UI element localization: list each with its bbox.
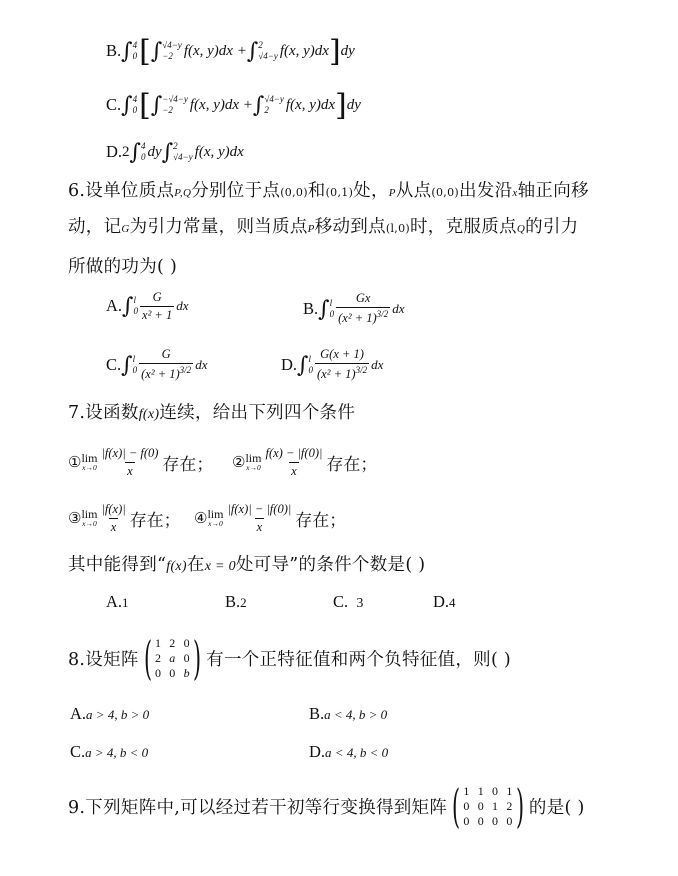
text: 存在； [162, 454, 214, 475]
numerator: G [161, 347, 171, 362]
text: 9.下列矩阵中,可以经过若干初等行变换得到矩阵 [68, 797, 448, 818]
condition-mark: ④ [194, 509, 208, 527]
text: 和 [307, 181, 326, 201]
lower-limit: 0 [132, 51, 138, 61]
upper-limit: 2 [173, 141, 178, 151]
matrix [459, 784, 516, 829]
fraction [139, 347, 193, 382]
condition-1 [68, 442, 213, 482]
math-expr: f(x) [138, 407, 160, 422]
denominator: x [110, 519, 117, 534]
option-value: a < 4, b < 0 [325, 745, 389, 760]
option-label: B. [106, 41, 122, 60]
matrix-cell: 0 [154, 665, 162, 680]
option-5B [106, 34, 355, 68]
upper-limit: √4−y [264, 94, 284, 104]
text: 8.设矩阵 [68, 649, 139, 670]
matrix-cell: 0 [463, 798, 470, 813]
differential: dx [392, 301, 405, 316]
option-label: D. [106, 142, 123, 161]
integrand: f(x, y)dx + [189, 96, 253, 113]
matrix-paren-left: ( [452, 779, 461, 833]
matrix-cell: 0 [183, 635, 190, 650]
matrix-cell: 0 [477, 813, 485, 828]
text: 的是( ) [528, 797, 585, 818]
integral-sign: ∫ [297, 352, 309, 378]
fraction [225, 502, 293, 535]
q6-line2 [68, 214, 578, 242]
integral-sign: ∫ [150, 38, 163, 64]
condition-mark: ② [232, 453, 246, 471]
limit-sub: x→0 [208, 518, 223, 528]
upper-limit: l [133, 295, 137, 305]
option-label: D. [433, 592, 450, 611]
upper-limit: 4 [132, 94, 138, 104]
option-8A [70, 704, 149, 724]
text: 存在； [295, 510, 347, 531]
lower-limit: −2 [162, 105, 173, 115]
point: (0,0) [280, 186, 308, 199]
integral-sign: ∫ [161, 139, 174, 165]
coefficient: 2 [122, 143, 130, 160]
numerator: |f(x)| [101, 501, 126, 516]
condition-2 [232, 442, 377, 482]
option-label: A. [106, 592, 123, 611]
text: 7.设函数 [68, 403, 139, 423]
fraction [263, 446, 324, 479]
option-7D [433, 592, 456, 612]
point: (0,1) [325, 186, 354, 199]
matrix-cell: 0 [492, 813, 499, 828]
matrix-cell: b [183, 665, 190, 680]
text: 出发沿 [459, 181, 513, 201]
upper-limit: −√4−y [162, 94, 188, 104]
differential: dx [176, 298, 189, 313]
text: 分别位于点 [191, 181, 281, 201]
denominator: x [291, 463, 297, 478]
option-7B [225, 592, 247, 612]
text: 处可导”的条件个数是( ) [235, 555, 426, 575]
text: 存在； [326, 454, 378, 475]
option-label: B. [225, 592, 241, 611]
matrix-paren-left: ( [143, 631, 152, 685]
option-label: B. [309, 704, 325, 723]
matrix-cell: 0 [477, 798, 485, 813]
fraction [140, 290, 174, 323]
integrand: f(x, y)dx + [183, 42, 247, 59]
option-6D [281, 342, 383, 388]
lower-limit: 0 [308, 365, 314, 375]
option-8C [70, 742, 148, 762]
option-value: 1 [122, 595, 129, 610]
integral-sign: ∫ [121, 92, 133, 118]
limit [81, 450, 98, 472]
point: (l,0) [385, 222, 410, 235]
bracket-left: [ [139, 87, 151, 123]
option-value: 2 [240, 595, 247, 610]
lower-limit: 0 [132, 105, 138, 115]
integral-sign: ∫ [122, 293, 134, 319]
q9-title [68, 778, 585, 834]
condition-mark: ① [68, 453, 82, 471]
option-7C [333, 592, 363, 612]
text: 有一个正特征值和两个负特征值，则( ) [206, 649, 512, 670]
integral-sign: ∫ [129, 139, 142, 165]
option-label: C. [333, 592, 349, 611]
limit-op: lim [245, 450, 262, 465]
lower-limit: √4−y [258, 51, 278, 61]
matrix-cell: a [169, 650, 176, 665]
upper-limit: 4 [132, 40, 138, 50]
matrix-paren-right: ) [192, 631, 202, 685]
matrix-cell: 2 [506, 798, 513, 813]
lower-limit: −2 [162, 51, 173, 61]
denominator [315, 363, 369, 382]
bracket-right: ] [328, 33, 341, 69]
text: 从点 [395, 181, 432, 201]
matrix-cell: 0 [183, 650, 190, 665]
math-var: P [388, 187, 396, 199]
option-value: 4 [449, 595, 456, 610]
text: 动，记 [68, 217, 122, 237]
math-var: x [512, 187, 518, 199]
text: 其中能得到“ [68, 555, 167, 575]
integral-sign: ∫ [150, 92, 163, 118]
matrix-cell: 0 [169, 665, 176, 680]
option-8B [309, 704, 387, 724]
text: 所做的功为( ) [68, 257, 178, 277]
text: 存在； [129, 510, 181, 531]
matrix-paren-right: ) [515, 779, 524, 833]
differential: dy [147, 143, 162, 160]
exponent: 3/2 [376, 309, 389, 320]
upper-limit: l [132, 354, 136, 364]
math-var: P [307, 223, 315, 235]
math-expr: f(x) [166, 559, 187, 574]
text: 时，克服质点 [410, 217, 517, 237]
integral-sign: ∫ [318, 296, 330, 322]
option-value: a > 4, b > 0 [86, 707, 150, 722]
option-value: 3 [356, 596, 364, 611]
matrix-cell: 1 [477, 783, 485, 798]
text: 处， [353, 181, 389, 201]
option-label: C. [106, 355, 122, 374]
upper-limit: 4 [141, 141, 146, 151]
limit-op: lim [81, 450, 98, 465]
denominator [139, 363, 193, 382]
integrand: f(x, y)dx [279, 42, 329, 59]
option-5C [106, 88, 361, 122]
matrix-cell: 0 [506, 813, 513, 828]
option-label: C. [106, 95, 122, 114]
limit-sub: x→0 [82, 462, 97, 472]
exponent: 3/2 [355, 365, 368, 376]
numerator: f(x) − |f(0)| [265, 445, 323, 460]
upper-limit: l [329, 298, 333, 308]
option-6A [106, 286, 189, 326]
option-value: a < 4, b > 0 [324, 707, 388, 722]
option-label: B. [303, 299, 319, 318]
differential: dy [340, 42, 355, 59]
numerator: G [152, 289, 162, 304]
math-expr: x = 0 [204, 559, 236, 574]
fraction [99, 502, 127, 535]
lower-limit: 0 [133, 306, 139, 316]
differential: dy [346, 96, 361, 113]
denominator [336, 307, 390, 326]
denominator: x [256, 519, 263, 534]
condition-4 [194, 498, 346, 538]
fraction [99, 446, 160, 479]
matrix-cell: 2 [169, 635, 176, 650]
matrix [151, 636, 194, 681]
exponent: 3/2 [179, 365, 192, 376]
lower-limit: 0 [132, 365, 138, 375]
integral-sign: ∫ [252, 92, 265, 118]
integral-sign: ∫ [246, 38, 259, 64]
lower-limit: √4−y [173, 152, 193, 162]
numerator: |f(x)| − f(0) [101, 445, 159, 460]
option-7A [106, 592, 129, 612]
denominator: x² + 1 [142, 307, 173, 322]
lower-limit: 0 [329, 309, 335, 319]
differential: dx [195, 357, 208, 372]
limit [245, 450, 262, 472]
text: 轴正向移 [517, 181, 589, 201]
limit [207, 506, 224, 528]
math-var: P,Q [174, 187, 192, 199]
text: 在 [186, 555, 205, 575]
numerator: |f(x)| − |f(0)| [227, 501, 292, 516]
condition-mark: ③ [68, 509, 82, 527]
limit-op: lim [81, 506, 98, 521]
bracket-right: ] [335, 87, 347, 123]
option-6B [303, 286, 404, 332]
q7-title [68, 400, 355, 428]
text: 移动到点 [314, 217, 386, 237]
limit-sub: x→0 [246, 462, 261, 472]
differential: dx [371, 357, 384, 372]
matrix-cell: 1 [492, 798, 499, 813]
numerator: Gx [355, 291, 371, 306]
text: 6.设单位质点 [68, 181, 175, 201]
matrix-cell: 1 [463, 783, 470, 798]
option-label: A. [106, 296, 123, 315]
lower-limit: 0 [141, 152, 146, 162]
q8-title [68, 630, 511, 686]
q6-line3 [68, 254, 177, 280]
matrix-cell: 0 [492, 783, 499, 798]
text: 连续，给出下列四个条件 [159, 403, 356, 423]
numerator: G(x + 1) [320, 347, 364, 362]
text: 的引力 [525, 217, 579, 237]
integrand: f(x, y)dx [194, 143, 244, 160]
condition-3 [68, 498, 181, 538]
fraction [315, 347, 369, 382]
denominator-base: (x² + 1) [317, 367, 356, 382]
limit-op: lim [207, 506, 224, 521]
q6-line1 [68, 178, 589, 206]
upper-limit: √4−y [162, 40, 182, 50]
upper-limit: l [308, 354, 312, 364]
option-8D [309, 742, 388, 762]
text: 为引力常量，则当质点 [129, 217, 308, 237]
upper-limit: 2 [258, 40, 263, 50]
denominator-base: (x² + 1) [141, 367, 180, 382]
denominator-base: (x² + 1) [338, 311, 377, 326]
lower-limit: 2 [264, 105, 269, 115]
limit-sub: x→0 [82, 518, 97, 528]
matrix-cell: 1 [506, 783, 513, 798]
option-label: A. [70, 704, 87, 723]
math-var: G [121, 223, 130, 235]
limit [81, 506, 98, 528]
point: (0,0) [431, 186, 459, 199]
option-value: a > 4, b < 0 [85, 745, 149, 760]
matrix-cell: 2 [154, 650, 162, 665]
matrix-cell: 1 [154, 635, 162, 650]
matrix-cell: 0 [463, 813, 470, 828]
option-5D [106, 136, 244, 168]
math-var: Q [516, 223, 526, 235]
integral-sign: ∫ [121, 352, 133, 378]
bracket-left: [ [139, 33, 151, 69]
q7-question [68, 552, 425, 580]
integral-sign: ∫ [121, 38, 133, 64]
option-label: C. [70, 742, 86, 761]
option-label: D. [281, 355, 298, 374]
option-label: D. [309, 742, 326, 761]
denominator: x [127, 463, 133, 478]
option-6C [106, 342, 207, 388]
fraction [336, 291, 390, 326]
integrand: f(x, y)dx [285, 96, 336, 113]
